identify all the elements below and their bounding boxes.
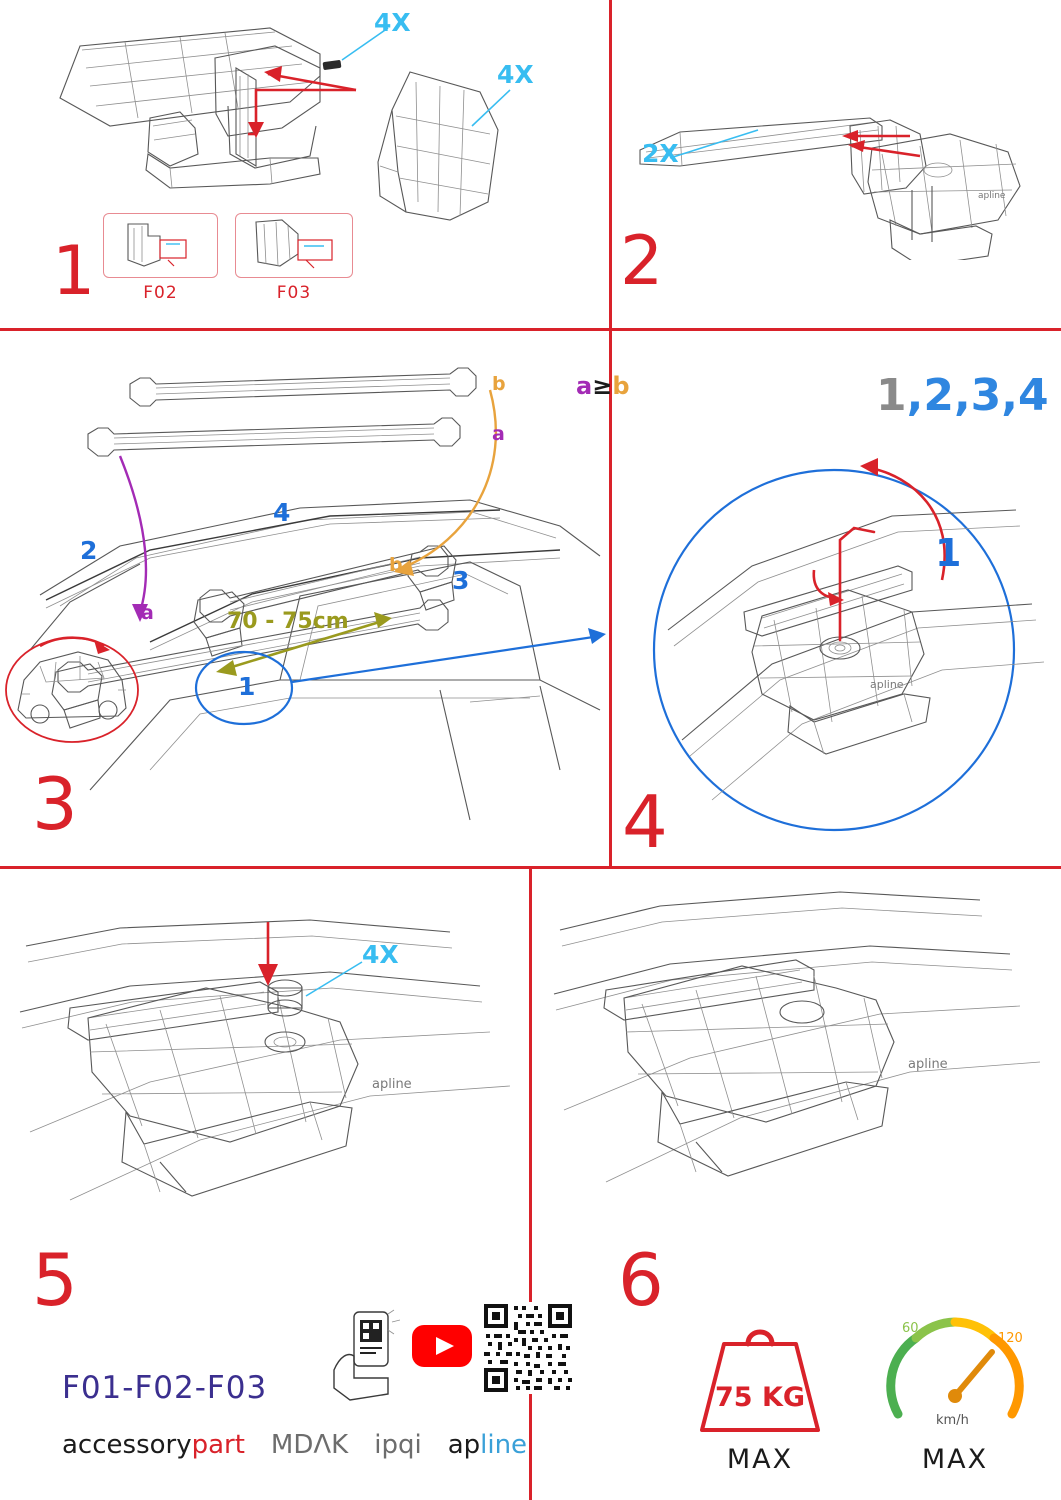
step-5-finished-illustration <box>540 890 1050 1220</box>
brand-apline-accent: line <box>480 1430 528 1460</box>
step-3-illustration <box>0 350 609 860</box>
step-3-label-a-bar: a <box>492 423 505 445</box>
ab-note-b: b <box>612 372 630 400</box>
step-3-label-order-4: 4 <box>273 498 291 527</box>
divider-col-top <box>609 0 612 328</box>
inset-f03-caption: F03 <box>276 283 312 303</box>
step-1-label-endcap-count: 4X <box>497 60 534 89</box>
step-4-tighten-sequence <box>876 370 1049 421</box>
brand-apline <box>448 1430 527 1460</box>
sequence-first: 1 <box>876 370 907 421</box>
step-3-label-spacing: 70 - 75cm <box>227 609 349 634</box>
step-4-detail-callout: 1 <box>935 531 962 575</box>
weight-limit-icon <box>690 1300 830 1440</box>
brand-ipqi: ipqi <box>374 1430 422 1460</box>
step-6-number: 6 <box>618 1238 662 1322</box>
sequence-rest: ,2,3,4 <box>906 370 1049 421</box>
divider-col-bottom <box>529 866 532 1500</box>
svg-text:apline: apline <box>372 1077 412 1092</box>
step-2-label-strip-count: 2X <box>642 139 679 168</box>
speed-limit-icon <box>880 1296 1030 1440</box>
weight-limit-caption: MAX <box>726 1444 794 1475</box>
scan-phone-icon[interactable] <box>330 1308 400 1404</box>
step-3-label-order-2: 2 <box>80 536 98 565</box>
svg-text:apline: apline <box>908 1057 948 1072</box>
step-1-number: 1 <box>52 232 94 311</box>
step-3-label-order-3: 3 <box>452 566 470 595</box>
inset-f02-caption: F02 <box>143 283 178 303</box>
inset-f03 <box>235 213 353 278</box>
step-5-number: 5 <box>32 1238 76 1322</box>
step-4-number: 4 <box>622 780 666 864</box>
svg-text:apline: apline <box>870 678 904 691</box>
step-3-ab-note <box>576 372 630 400</box>
step-4-illustration <box>612 440 1061 840</box>
divider-row1 <box>0 328 1061 331</box>
brand-row <box>62 1430 527 1460</box>
product-code-text: F01-F02-F03 <box>62 1370 268 1406</box>
qr-code-icon[interactable] <box>482 1302 574 1394</box>
step-3-number: 3 <box>32 762 76 846</box>
step-1-label-cover-count: 4X <box>374 8 411 37</box>
step-5-illustration <box>10 900 520 1230</box>
brand-accessorypart-prefix: accessory <box>62 1430 192 1460</box>
svg-text:apline: apline <box>978 191 1006 201</box>
brand-apline-prefix: ap <box>447 1430 481 1460</box>
step-3-label-b-bar: b <box>492 373 506 395</box>
svg-text:60: 60 <box>902 1321 919 1336</box>
weight-limit-value: 75 KG <box>714 1382 806 1413</box>
youtube-icon[interactable] <box>412 1325 472 1367</box>
step-5-label-cap-count: 4X <box>362 940 399 969</box>
ab-note-operator: ≥ <box>592 372 613 400</box>
step-3-label-order-1: 1 <box>238 672 256 701</box>
inset-f02 <box>103 213 218 278</box>
step-3-label-a-roof: a <box>141 602 154 624</box>
step-3-label-b-roof: b <box>389 554 403 576</box>
svg-text:120: 120 <box>998 1331 1023 1346</box>
brand-accessorypart <box>62 1430 245 1460</box>
brand-mdak: MDΛK <box>270 1430 349 1460</box>
step-2-number: 2 <box>620 222 662 301</box>
svg-text:km/h: km/h <box>936 1413 969 1428</box>
ab-note-a: a <box>576 372 593 400</box>
step-2-illustration <box>620 70 1050 260</box>
brand-accessorypart-accent: part <box>191 1430 245 1460</box>
speed-limit-caption: MAX <box>921 1444 989 1475</box>
